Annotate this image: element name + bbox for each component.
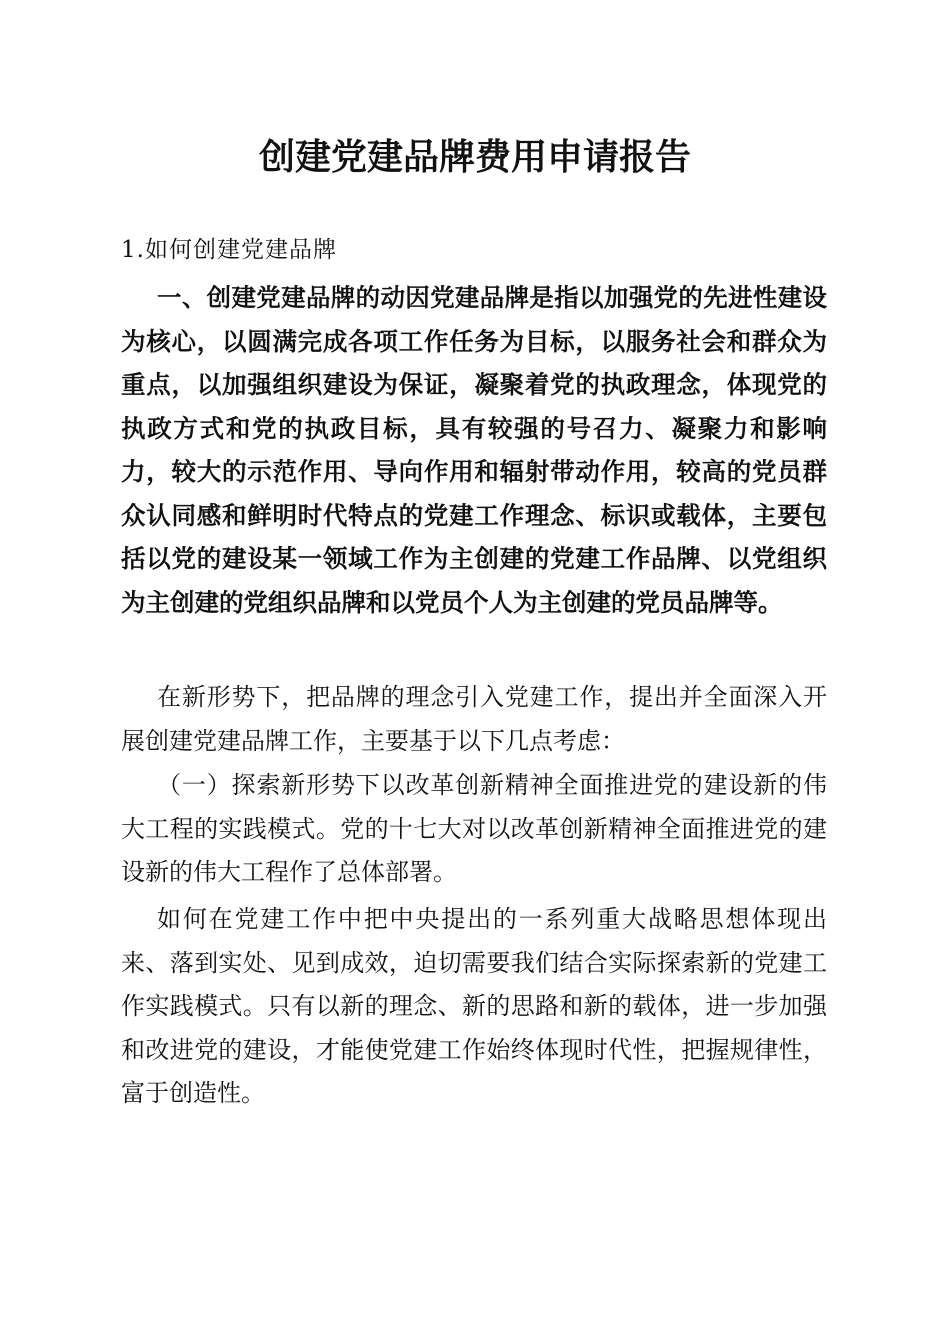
document-title: 创建党建品牌费用申请报告	[258, 136, 691, 178]
paragraph-practice-model: 如何在党建工作中把中央提出的一系列重大战略思想体现出来、落到实处、见到成效，迫切需要我们结合实际探索新的党建工作实践模式。只有以新的理念、新的思路和新的载体，进一步加强和改进党的建设，才能使党建工作始终体现时代性，把握规律性，富于创造性。	[121, 905, 827, 1107]
paragraph-point-one: （一）探索新形势下以改革创新精神全面推进党的建设新的伟大工程的实践模式。党的十七大对以改革创新精神全面推进党的建设新的伟大工程作了总体部署。	[121, 771, 827, 886]
section-subheading: 1.如何创建党建品牌	[121, 237, 337, 263]
paragraph-bold-intro: 一、创建党建品牌的动因党建品牌是指以加强党的先进性建设为核心，以圆满完成各项工作任务为目标，以服务社会和群众为重点，以加强组织建设为保证，凝聚着党的执政理念，体现党的执政方式和党的执政目标，具有较强的号召力、凝聚力和影响力，较大的示范作用、导向作用和辐射带动作用，较高的党员群众认同感和鲜明时代特点的党建工作理念、标识或载体，主要包括以党的建设某一领域工作为主创建的党建工作品牌、以党组织为主创建的党组织品牌和以党员个人为主创建的党员品牌等。	[121, 283, 827, 617]
paragraph-considerations: 在新形势下，把品牌的理念引入党建工作，提出并全面深入开展创建党建品牌工作，主要基于以下几点考虑：	[121, 683, 827, 755]
